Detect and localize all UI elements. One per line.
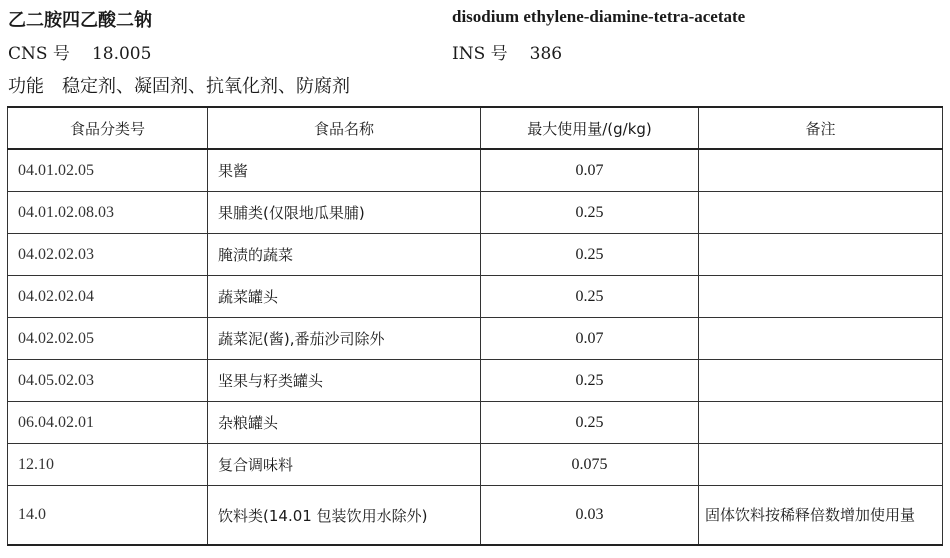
cell-max-usage: 0.25 — [481, 360, 699, 402]
cell-food-name: 果酱 — [208, 149, 481, 192]
cell-remarks — [699, 360, 943, 402]
function-line — [8, 72, 350, 98]
cell-category-code: 04.01.02.08.03 — [8, 192, 208, 234]
cell-remarks: 固体饮料按稀释倍数增加使用量 — [699, 486, 943, 546]
cns-number-line — [8, 39, 151, 64]
function-label: 功能 — [8, 76, 44, 97]
cell-category-code: 04.02.02.03 — [8, 234, 208, 276]
table-row — [8, 192, 943, 234]
cell-max-usage: 0.25 — [481, 192, 699, 234]
table-row — [8, 318, 943, 360]
cell-remarks — [699, 149, 943, 192]
table-row — [8, 149, 943, 192]
additive-name-chinese: 乙二胺四乙酸二钠 — [8, 10, 152, 31]
table-row — [8, 444, 943, 486]
column-header-food-name: 食品名称 — [208, 107, 481, 149]
ins-label: INS 号 — [452, 44, 508, 64]
cell-max-usage: 0.07 — [481, 149, 699, 192]
cell-max-usage: 0.075 — [481, 444, 699, 486]
table-row — [8, 360, 943, 402]
cell-remarks — [699, 444, 943, 486]
cell-food-name: 果脯类(仅限地瓜果脯) — [208, 192, 481, 234]
cell-category-code: 04.02.02.04 — [8, 276, 208, 318]
cell-max-usage: 0.25 — [481, 402, 699, 444]
cell-max-usage: 0.07 — [481, 318, 699, 360]
cell-max-usage: 0.25 — [481, 276, 699, 318]
table-row — [8, 276, 943, 318]
cell-remarks — [699, 276, 943, 318]
cell-food-name: 腌渍的蔬菜 — [208, 234, 481, 276]
table-row — [8, 402, 943, 444]
table-row — [8, 234, 943, 276]
cell-food-name: 蔬菜罐头 — [208, 276, 481, 318]
cell-food-name: 复合调味料 — [208, 444, 481, 486]
cell-category-code: 04.05.02.03 — [8, 360, 208, 402]
cell-remarks — [699, 192, 943, 234]
cell-category-code: 14.0 — [8, 486, 208, 546]
table-header-row — [8, 107, 943, 149]
cell-remarks — [699, 234, 943, 276]
cell-max-usage: 0.25 — [481, 234, 699, 276]
ins-value: 386 — [529, 44, 563, 64]
cns-value: 18.005 — [91, 44, 152, 64]
cell-food-name: 杂粮罐头 — [208, 402, 481, 444]
additive-name-english: disodium ethylene-diamine-tetra-acetate — [452, 7, 746, 26]
column-header-max-usage: 最大使用量/(g/kg) — [481, 107, 699, 149]
column-header-category-code: 食品分类号 — [8, 107, 208, 149]
table-row — [8, 486, 943, 546]
cell-food-name: 蔬菜泥(酱),番茄沙司除外 — [208, 318, 481, 360]
cell-category-code: 12.10 — [8, 444, 208, 486]
function-value: 稳定剂、凝固剂、抗氧化剂、防腐剂 — [62, 76, 350, 97]
ins-number-line — [452, 39, 562, 64]
cell-remarks — [699, 402, 943, 444]
cell-category-code: 04.01.02.05 — [8, 149, 208, 192]
cell-food-name: 坚果与籽类罐头 — [208, 360, 481, 402]
cell-remarks — [699, 318, 943, 360]
cell-category-code: 06.04.02.01 — [8, 402, 208, 444]
usage-table — [7, 106, 943, 546]
cell-max-usage: 0.03 — [481, 486, 699, 546]
cell-category-code: 04.02.02.05 — [8, 318, 208, 360]
cell-food-name: 饮料类(14.01 包装饮用水除外) — [208, 486, 481, 546]
column-header-remarks: 备注 — [699, 107, 943, 149]
cns-label: CNS 号 — [8, 44, 70, 64]
